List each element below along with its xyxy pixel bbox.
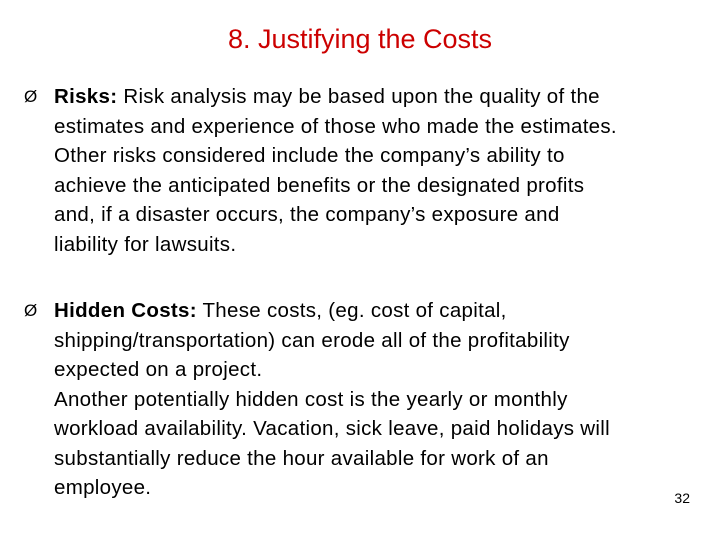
page-number: 32 <box>674 490 690 506</box>
bullet-line-text: These costs, (eg. cost of capital, <box>196 299 507 322</box>
bullet-term: Hidden Costs: <box>54 299 197 322</box>
bullet-line: workload availability. Vacation, sick leave, paid holidays will <box>54 417 610 440</box>
bullet-line: Another potentially hidden cost is the yearly or monthly <box>54 387 568 411</box>
bullet-hidden-costs <box>24 296 700 503</box>
bullet-line <box>54 296 700 326</box>
bullet-line: and, if a disaster occurs, the company’s exposure and <box>54 203 560 226</box>
bullet-term: Risks: <box>54 85 118 108</box>
bullet-text <box>54 296 700 503</box>
bullet-line: Other risks considered include the company’s ability to <box>54 144 565 167</box>
bullet-line: substantially reduce the hour available for work of an <box>54 446 549 470</box>
bullet-line: estimates and experience of those who made the estimates. <box>54 114 617 138</box>
bullet-risks <box>24 82 700 259</box>
bullet-line <box>54 82 700 112</box>
slide-title: 8. Justifying the Costs <box>227 24 493 54</box>
bullet-line: liability for lawsuits. <box>54 232 237 256</box>
arrow-bullet-icon: Ø <box>24 301 38 320</box>
bullet-line: achieve the anticipated benefits or the designated profits <box>54 173 585 197</box>
arrow-bullet-icon: Ø <box>24 87 38 106</box>
bullet-text <box>54 82 700 259</box>
bullet-line: shipping/transportation) can erode all of the profitability <box>54 328 570 352</box>
bullet-line: employee. <box>54 476 152 499</box>
bullet-line: expected on a project. <box>54 358 263 381</box>
bullet-line-text: Risk analysis may be based upon the quality of the <box>117 85 600 108</box>
